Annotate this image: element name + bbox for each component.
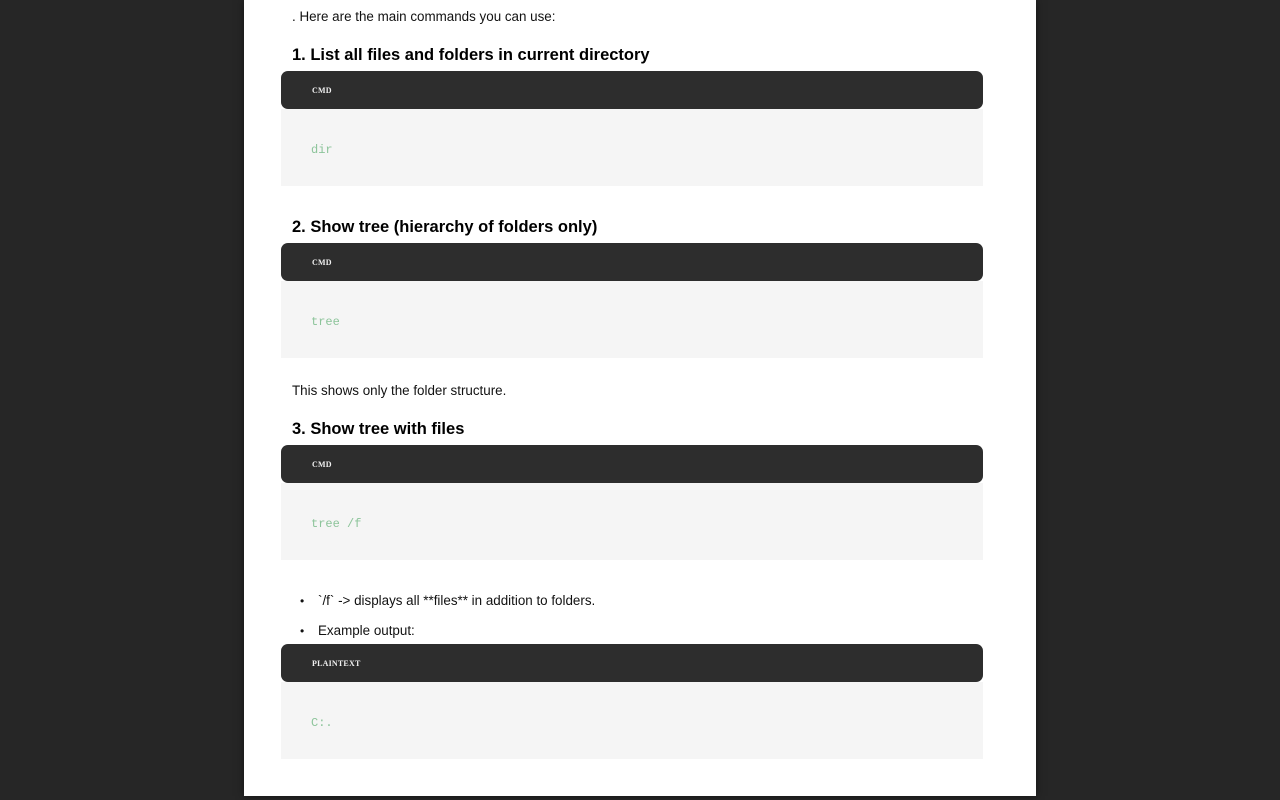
code-language-label: CMD [312, 460, 332, 469]
code-text[interactable]: tree [311, 315, 340, 329]
document-page [244, 0, 1036, 796]
bullet-item [300, 623, 415, 639]
code-block-example-output [281, 644, 983, 759]
code-block-body[interactable] [281, 281, 983, 358]
bullet-item [300, 593, 595, 609]
section-3-heading: 3. Show tree with files [292, 420, 465, 438]
bullet-text: `/f` -> displays all **files** in addition to folders. [318, 593, 596, 608]
code-language-label: CMD [312, 86, 332, 95]
code-language-label: PLAINTEXT [312, 659, 361, 668]
section-1-heading: 1. List all files and folders in current directory [292, 46, 650, 64]
code-text[interactable]: dir [311, 143, 333, 157]
code-block-tree-f [281, 445, 983, 560]
code-text[interactable]: tree /f [311, 517, 362, 531]
code-language-label: CMD [312, 258, 332, 267]
code-block-header [281, 71, 983, 109]
code-block-tree [281, 243, 983, 358]
code-block-header [281, 243, 983, 281]
code-block-header [281, 644, 983, 682]
section-2-heading: 2. Show tree (hierarchy of folders only) [292, 218, 598, 236]
intro-text: . Here are the main commands you can use: [292, 9, 556, 24]
code-block-body[interactable] [281, 682, 983, 759]
bullet-text: Example output: [318, 623, 415, 638]
code-block-header [281, 445, 983, 483]
code-text[interactable]: C:. [311, 716, 333, 730]
code-block-body[interactable] [281, 109, 983, 186]
bullet-icon: • [300, 594, 305, 608]
section-2-note: This shows only the folder structure. [292, 383, 507, 398]
bullet-icon: • [300, 624, 305, 638]
code-block-dir [281, 71, 983, 186]
code-block-body[interactable] [281, 483, 983, 560]
